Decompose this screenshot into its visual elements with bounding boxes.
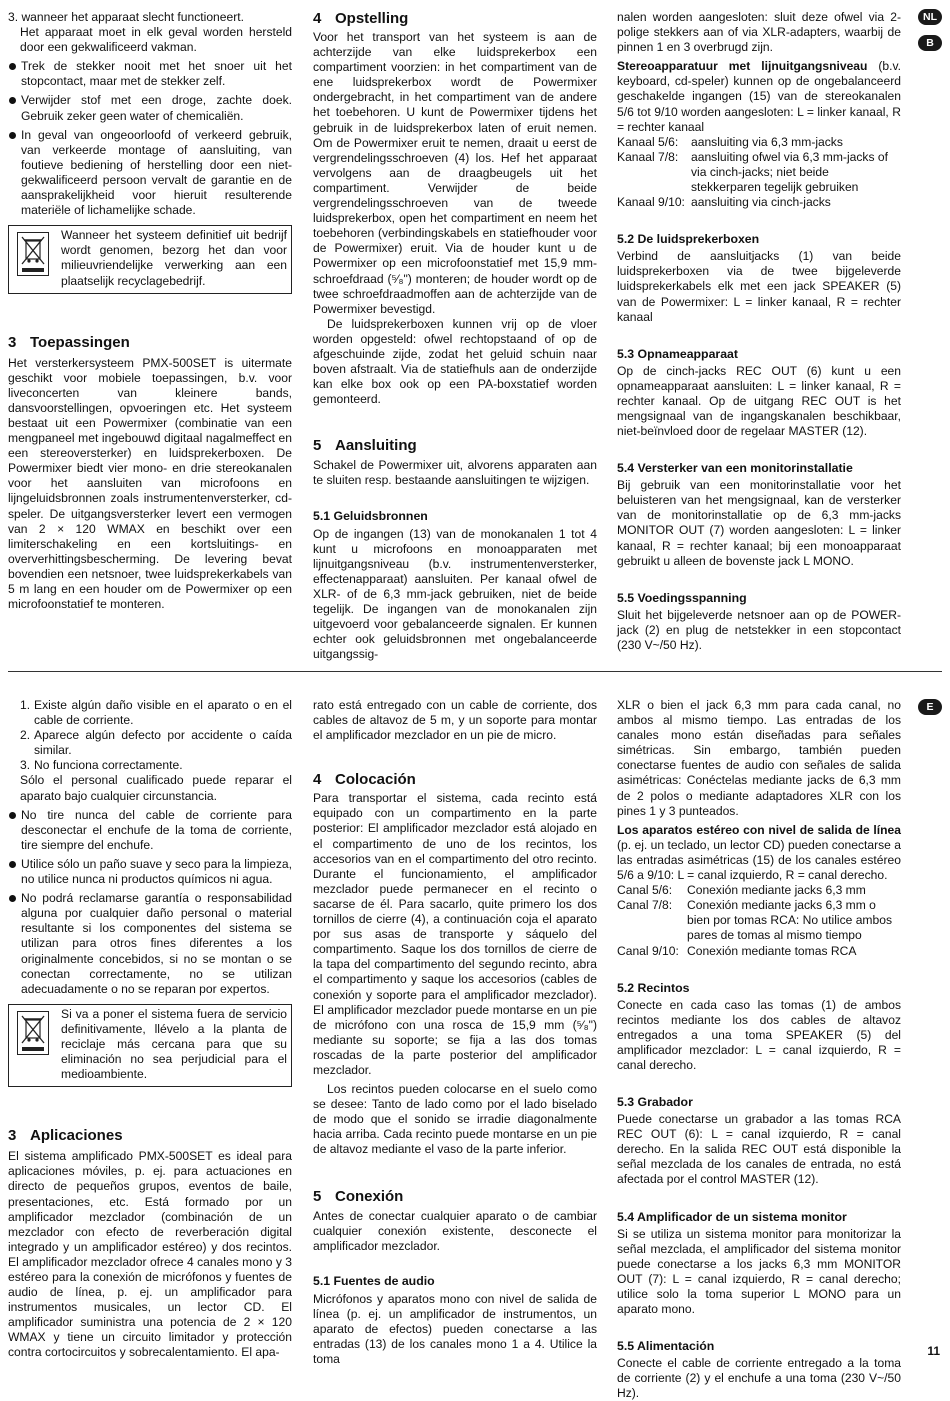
es-bullet-warranty: No podrá reclamarse garantía o responsabilidad alguna por cualquier daño personal o material resultante si los componentes del sistema se utilizan para otros fines diferentes a los originalmente concebidos, si no se montan o se conectan correctamente, no se utilizan adecuadamente o no se reparan por expertos. xyxy=(8,891,292,997)
nl-channel-row: Kanaal 5/6: aansluiting via 6,3 mm-jacks xyxy=(617,134,843,149)
nl-stereo-rest: (b.v. keyboard, cd-speler) kunnen op de ongebalanceerd geschakelde ingangen (15) van de stereokanalen 5/6 tot 9/10 worden aangesloten: L = linker kanaal, R = rechter kanaal xyxy=(617,59,902,134)
es-section-5-1-heading: 5.1 Fuentes de audio xyxy=(313,1273,435,1288)
nl-section-5-5-heading: 5.5 Voedingsspanning xyxy=(617,590,747,605)
es-section-5-1-text: Micrófonos y aparatos mono con nivel de salida de línea (p. ej. un amplificador de instrumentos, un aparato de efectos) pueden conectarse a las entradas (13) de los canales mono 1 a 4. Utilice la toma xyxy=(313,1291,597,1367)
nl-section-4-text-a: Voor het transport van het systeem is aan de achterzijde van elke luidsprekerbox een compartiment voorzien: in het compartiment van de ene luidsprekerbox wordt de Powermixer ondergebracht, in het compartiment van de andere het toebehoren. U kunt de Powermixer tijdens het gebruik in de luidsprekerbox laten of eruit nemen. Om de Powermixer eruit te nemen, draait u eerst de vergrendelingsschroeven (4) los. Hef het apparaat vervolgens aan de draagbeugels uit het compartiment. Verwijder de beide vergrendelingsschroeven van de tweede luidsprekerbox, open het compartiment en neem het toebehoren (verbindingskabels en statiefhouder voor de Powermixer) eruit. Via de houder kunt u de Powermixer op een microfoonstatief met 15,9 mm-schroefdraad (⁵⁄₈") monteren; de houder wordt op de twee schroefdraadmoffen aan de achterzijde van de Powermixer bevestigd. xyxy=(313,30,597,316)
nl-section-5-2-heading: 5.2 De luidsprekerboxen xyxy=(617,232,760,247)
nl-section-5-4-heading: 5.4 Versterker van een monitorinstallatie xyxy=(617,461,853,476)
es-section-3-heading: 3 Aplicaciones xyxy=(8,1127,123,1145)
nl-section-3-heading: 3 Toepassingen xyxy=(8,333,130,351)
es-channel-row: Canal 7/8: Conexión mediante jacks 6,3 mm o bien por tomas RCA: No utilice ambos pares de tomas al mismo tiempo xyxy=(617,898,893,943)
es-repair-note: Sólo el personal cualificado puede reparar el aparato bajo cualquier circunstancia. xyxy=(20,773,292,803)
es-section-5-2-heading: 5.2 Recintos xyxy=(617,980,690,995)
nl-section-5-5-text: Sluit het bijgeleverde netsnoer aan op de POWER-jack (2) en plug de netstekker in een stopcontact (230 V~/50 Hz). xyxy=(617,607,901,652)
es-numbered-item-3: 3. No funciona correctamente. xyxy=(20,758,183,773)
nl-section-5-3-heading: 5.3 Opnameapparaat xyxy=(617,346,738,361)
nl-stereo-paragraph xyxy=(617,59,901,134)
es-continued-text: rato está entregado con un cable de corriente, dos cables de altavoz de 5 m, y un soporte para montar el amplificador mezclador en un pie de micro. xyxy=(313,698,597,743)
nl-bullet-plug: Trek de stekker nooit met het snoer uit het stopcontact, maar met de stekker zelf. xyxy=(8,59,292,89)
nl-section-5-heading: 5 Aansluiting xyxy=(313,437,417,455)
es-column-3 xyxy=(617,698,901,1401)
es-section-5-4-heading: 5.4 Amplificador de un sistema monitor xyxy=(617,1209,847,1224)
es-numbered-item-1: 1. Existe algún daño visible en el aparato o en el cable de corriente. xyxy=(20,698,292,728)
nl-column-2 xyxy=(313,10,597,662)
nl-column-3 xyxy=(617,10,901,653)
es-column-2 xyxy=(313,698,597,1367)
es-section-4-text-b: Los recintos pueden colocarse en el suelo como se desee: Tanto de lado como por el lado biselado de modo que el sonido se irradie diagonalmente hacia arriba. Cada recinto puede montarse en un pie de altavoz mediante el vaso de la parte inferior. xyxy=(313,1082,597,1157)
section-divider xyxy=(8,671,942,672)
nl-section-5-2-text: Verbind de aansluitjacks (1) van beide luidsprekerboxen via de twee bijgeleverde luidsprekerkabels elk met een jack SPEAKER (5) van de Powermixer: L = linker kanaal, R = rechter kanaal xyxy=(617,249,901,324)
es-numbered-item-2: 2. Aparece algún defecto por accidente o caída similar. xyxy=(20,728,292,758)
es-section-5-3-heading: 5.3 Grabador xyxy=(617,1095,693,1110)
es-section-5-2-text: Conecte en cada caso las tomas (1) de ambos recintos mediante los dos cables de altavoz entregados a una toma SPEAKER (5) del amplificador mezclador: L = canal izquierdo, R = canal derecho. xyxy=(617,997,901,1072)
es-section-5-text: Antes de conectar cualquier aparato o de cambiar cualquier conexión existente, desconecte el amplificador mezclador. xyxy=(313,1208,597,1253)
es-section-4-text-a: Para transportar el sistema, cada recinto está equipado con un compartimento en la parte posterior: El amplificador mezclador está alojado en el compartimento de uno de los recintos, los accesorios van en el compartimento del otro recinto. Durante el funcionamiento, el amplificador mezclador puede permanecer en el recinto o sacarse de él. Para sacarlo, quite primero los dos tornillos de cierre (4), a continuación coja el aparato por sus asas de transporte y sáquelo del compartimento. Saque los dos tornillos de cierre de la tapa del compartimento del segundo recinto, abra el compartimento y saque los accesorios (cables de conexión y soporte para el amplificador mezclador). El amplificador mezclador puede montarse en un pie de micrófono con una rosca de 15,9 mm (⁵⁄₈") mediante su soporte; se fija a las dos tomas roscadas de la parte posterior del amplificador mezclador. xyxy=(313,791,597,1077)
nl-channel-row: Kanaal 7/8: aansluiting ofwel via 6,3 mm-jacks of via cinch-jacks; niet beide stekkerparen tegelijk gebruiken xyxy=(617,149,888,195)
nl-stereo-bold: Stereoapparatuur met lijnuitgangsniveau xyxy=(617,59,868,74)
nl-channel-row: Kanaal 9/10: aansluiting via cinch-jacks xyxy=(617,195,831,210)
es-stereo-bold: Los aparatos estéreo con nivel de salida de línea xyxy=(617,822,901,837)
es-section-4-heading: 4 Colocación xyxy=(313,771,416,789)
es-column-1 xyxy=(8,698,292,1361)
nl-section-5-3-text: Op de cinch-jacks REC OUT (6) kunt u een opnameapparaat aansluiten: L = linker kanaal, R = rechter kanaal. Op de uitgang REC OUT is het mengsignaal van de ingangskanalen beschikbaar, niet-beïnvloed door de regelaar MASTER (12). xyxy=(617,363,901,439)
nl-section-4-heading: 4 Opstelling xyxy=(313,10,409,27)
es-channel-row: Canal 5/6: Conexión mediante jacks 6,3 mm xyxy=(617,883,866,898)
crossed-bin-icon xyxy=(17,1011,49,1055)
es-section-5-5-heading: 5.5 Alimentación xyxy=(617,1339,715,1354)
es-recycling-text: Si va a poner el sistema fuera de servicio definitivamente, llévelo a la planta de reciclaje más cercana para que su eliminación no sea perjudicial para el medioambiente. xyxy=(61,1006,287,1082)
nl-recycling-notice xyxy=(8,225,292,293)
es-bullet-clean: Utilice sólo un paño suave y seco para la limpieza, no utilice nunca ni productos químicos ni agua. xyxy=(8,857,292,887)
es-section-5-4-text: Si se utiliza un sistema monitor para monitorizar la señal mezclada, el amplificador del sistema monitor puede conectarse a los jacks 6,3 mm MONITOR OUT (7): L = canal izquierdo, R = canal derecho; utilice solo la toma superior L MONO para un aparato mono. xyxy=(617,1226,901,1316)
page-number: 11 xyxy=(927,1344,940,1358)
es-section-5-5-text: Conecte el cable de corriente entregado a la toma de corriente (2) y el enchufe a una toma (230 V~/50 Hz). xyxy=(617,1356,901,1401)
crossed-bin-icon xyxy=(17,232,49,276)
nl-continued-text: nalen worden aangesloten: sluit deze ofwel via 2-polige stekkers aan of via XLR-adapters, waarbij de pinnen 1 en 3 overbrugd zijn. xyxy=(617,10,901,55)
nl-section-3-text: Het versterkersysteem PMX-500SET is uitermate geschikt voor mobiele toepassingen, b.v. voor liveconcerten van kleinere bands, dansvoorstellingen, opvoeringen etc. Het systeem bestaat uit een Powermixer (combinatie van een mengpaneel met ingebouwd digitaal nagalmeffect en een stereoversterker) en luidsprekerboxen. De Powermixer biedt vier mono- en drie stereokanalen voor het aansluiten van microfoons en lijngeluidsbronnen zoals instrumentenversterker, cd-speler. De uitgangsversterker levert een vermogen van 2 × 120 WMAX en beschikt over een limiterschakeling en een kortsluitings- en oververhittingsbescherming. De levering bevat bovendien een netsnoer, twee luidsprekerkabels van 5 m lang en een houder om de Powermixer op een microfoonstatief te monteren. xyxy=(8,355,292,612)
es-bullet-plug: No tire nunca del cable de corriente para desconectar el enchufe de la toma de corriente, tire siempre del enchufe. xyxy=(8,808,292,853)
nl-section-4-text-b: De luidsprekerboxen kunnen vrij op de vloer worden opgesteld: ofwel rechtopstaand of op de afgeschuinde zijde, zodat het geluid schuin naar boven afstraalt. Via de statiefhuls aan de onderzijde kan elke box ook op een PA-boxstatief worden gemonteerd. xyxy=(313,316,597,407)
es-channel-row: Canal 9/10: Conexión mediante tomas RCA xyxy=(617,943,857,958)
nl-column-1 xyxy=(8,10,292,612)
es-continued-text: XLR o bien el jack 6,3 mm para cada canal, no ambos al mismo tiempo. Las entradas de los canales mono están diseñadas para señales simétricas. Sin embargo, también pueden conectarse fuentes de audio con señales de salida asimétricas: Conéctelas mediante jacks de 6,3 mm de 2 polos o mediante adaptadores XLR con los pines 1 y 3 punteados. xyxy=(617,698,901,818)
es-recycling-notice xyxy=(8,1004,292,1087)
es-section-5-heading: 5 Conexión xyxy=(313,1187,404,1205)
nl-bullet-warranty: In geval van ongeoorloofd of verkeerd gebruik, van verkeerde montage of aansluiting, van foutieve bediening of herstelling door een niet-gekwalificeerd persoon vervalt de garantie en de aansprakelijkheid voor hieruit resulterende materiële of lichamelijke schade. xyxy=(8,128,292,219)
nl-section-5-1-heading: 5.1 Geluidsbronnen xyxy=(313,508,428,523)
nl-recycling-text: Wanneer het systeem definitief uit bedrijf wordt genomen, bezorg het dan voor milieuvriendelijke verwerking aan een plaatselijk recyclagebedrijf. xyxy=(61,228,287,288)
nl-section-5-text: Schakel de Powermixer uit, alvorens apparaten aan te sluiten resp. bestaande aansluitingen te wijzigen. xyxy=(313,458,597,488)
nl-bullet-clean: Verwijder stof met een droge, zachte doek. Gebruik zeker geen water of chemicaliën. xyxy=(8,93,292,123)
language-badge-nl: NL xyxy=(918,9,942,25)
nl-section-5-4-text: Bij gebruik van een monitorinstallatie voor het beluisteren van het mengsignaal, kan de versterker van de monitorinstallatie op de 6,3 mm-jacks MONITOR OUT (7) worden aangesloten: L = linker kanaal, R = rechter kanaal; bij een monoapparaat gebruikt u alleen de bovenste jack L MONO. xyxy=(617,478,901,568)
nl-numbered-item-3: 3. wanneer het apparaat slecht functioneert. xyxy=(8,10,244,24)
es-section-5-3-text: Puede conectarse un grabador a las tomas RCA REC OUT (6): L = canal izquierdo, R = canal derecho. En la salida REC OUT está disponible la señal mezclada de los canales de entrada, no está afectada por el control MASTER (12). xyxy=(617,1112,901,1187)
nl-repair-note: Het apparaat moet in elk geval worden hersteld door een gekwalificeerd vakman. xyxy=(20,25,292,55)
nl-section-5-1-text: Op de ingangen (13) van de monokanalen 1 tot 4 kunt u microfoons en monoapparaten met lijnuitgangsniveau (b.v. instrumentenversterker, effectenapparaat) aansluiten. Per kanaal ofwel de XLR- of de 6,3 mm-jack gebruiken, niet de beide tegelijk. De ingangen van de monokanalen zijn uitgevoerd voor gebalanceerde signalen. Er kunnen echter ook geluidsbronnen met ongebalanceerde uitgangssig- xyxy=(313,526,597,662)
language-badge-e: E xyxy=(918,699,942,715)
es-section-3-text: El sistema amplificado PMX-500SET es ideal para aplicaciones móviles, p. ej. para actuaciones en directo de pequeños grupos, eventos de baile, presentaciones, etc. Está formado por un amplificador mezclador (combinación de un mezclador con efecto de reverberación digital integrado y un amplificador estéreo) y dos recintos. El amplificador mezclador ofrece 4 canales mono y 3 estéreo para la conexión de micrófonos y fuentes de audio de línea, p. ej. un amplificador para instrumentos musicales, un lector CD. El amplificador suministra una potencia de 2 × 120 WMAX y tiene un circuito limitador y protección contra cortocircuitos y sobrecalentamiento. El apa- xyxy=(8,1149,292,1360)
es-stereo-rest: (p. ej. un teclado, un lector CD) pueden conectarse a las entradas asimétricas (15) de los canales estéreo 5/6 a 9/10: L = canal izquierdo, R = canal derecho. xyxy=(617,837,901,883)
language-badge-b: B xyxy=(918,35,942,51)
es-stereo-paragraph xyxy=(617,823,901,883)
